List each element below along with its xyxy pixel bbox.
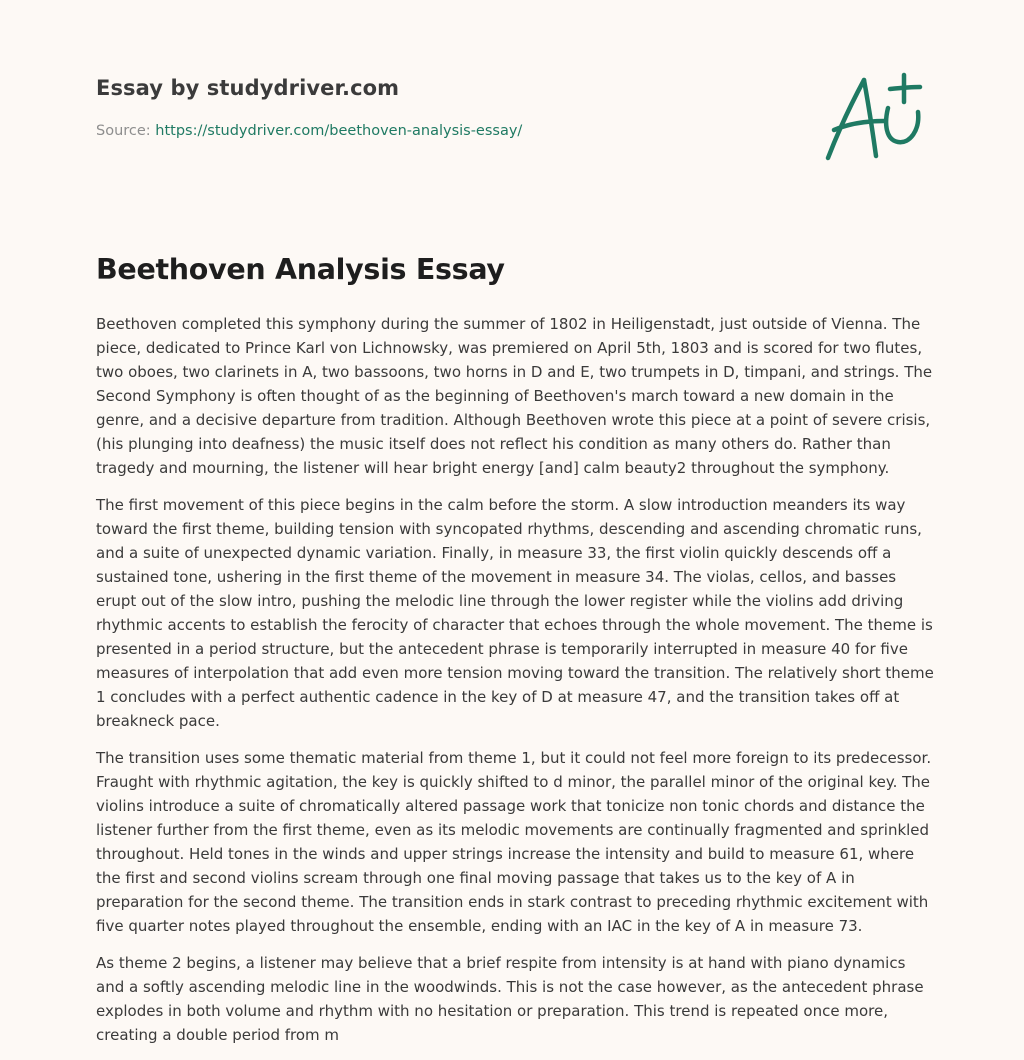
source-line — [96, 123, 522, 139]
source-link[interactable]: https://studydriver.com/beethoven-analysis-essay/ — [155, 123, 523, 139]
article-title: Beethoven Analysis Essay — [96, 253, 505, 286]
paragraph-3: The transition uses some thematic material from theme 1, but it could not feel more foreign to its predecessor. Fraught with rhythmic agitation, the key is quickly shifted to d minor, the parallel minor of the original key. The violins introduce a suite of chromatically altered passage work that tonicize non tonic chords and distance the listener further from the first theme, even as its melodic movements are continually fragmented and sprinkled throughout. Held tones in the winds and upper strings increase the intensity and build to measure 61, where the first and second violins scream through one final moving passage that takes us to the key of A in preparation for the second theme. The transition ends in stark contrast to preceding rhythmic excitement with five quarter notes played throughout the ensemble, ending with an IAC in the key of A in measure 73. — [96, 749, 932, 935]
paragraph-2: The first movement of this piece begins in the calm before the storm. A slow introduction meanders its way toward the first theme, building tension with syncopated rhythms, descending and ascending chromatic runs, and a suite of unexpected dynamic variation. Finally, in measure 33, the first violin quickly descends off a sustained tone, ushering in the first theme of the movement in measure 34. The violas, cellos, and basses erupt out of the slow intro, pushing the melodic line through the lower register while the violins add driving rhythmic accents to establish the ferocity of character that echoes through the whole movement. The theme is presented in a period structure, but the antecedent phrase is temporarily interrupted in measure 40 for five measures of interpolation that add even more tension moving toward the transition. The relatively short theme 1 concludes with a perfect authentic cadence in the key of D at measure 47, and the transition takes off at breakneck pace. — [96, 496, 934, 730]
site-title: Essay by studydriver.com — [96, 76, 400, 100]
a-plus-logo-icon — [824, 72, 926, 164]
paragraph-1: Beethoven completed this symphony during the summer of 1802 in Heiligenstadt, just outside of Vienna. The piece, dedicated to Prince Karl von Lichnowsky, was premiered on April 5th, 1803 and is scored for two flutes, two oboes, two clarinets in A, two bassoons, two horns in D and E, two trumpets in D, timpani, and strings. The Second Symphony is often thought of as the beginning of Beethoven's march toward a new domain in the genre, and a decisive departure from tradition. Although Beethoven wrote this piece at a point of severe crisis, (his plunging into deafness) the music itself does not reflect his condition as many others do. Rather than tragedy and mourning, the listener will hear bright energy [and] calm beauty2 throughout the symphony. — [96, 315, 933, 477]
article-body — [96, 312, 934, 1060]
paragraph-4: As theme 2 begins, a listener may believe that a brief respite from intensity is at hand with piano dynamics and a softly ascending melodic line in the woodwinds. This is not the case however, as the antecedent phrase explodes in both volume and rhythm with no hesitation or preparation. This trend is repeated once more, creating a double period from m — [96, 954, 924, 1044]
page-header — [96, 72, 928, 182]
source-label: Source: — [96, 123, 151, 139]
